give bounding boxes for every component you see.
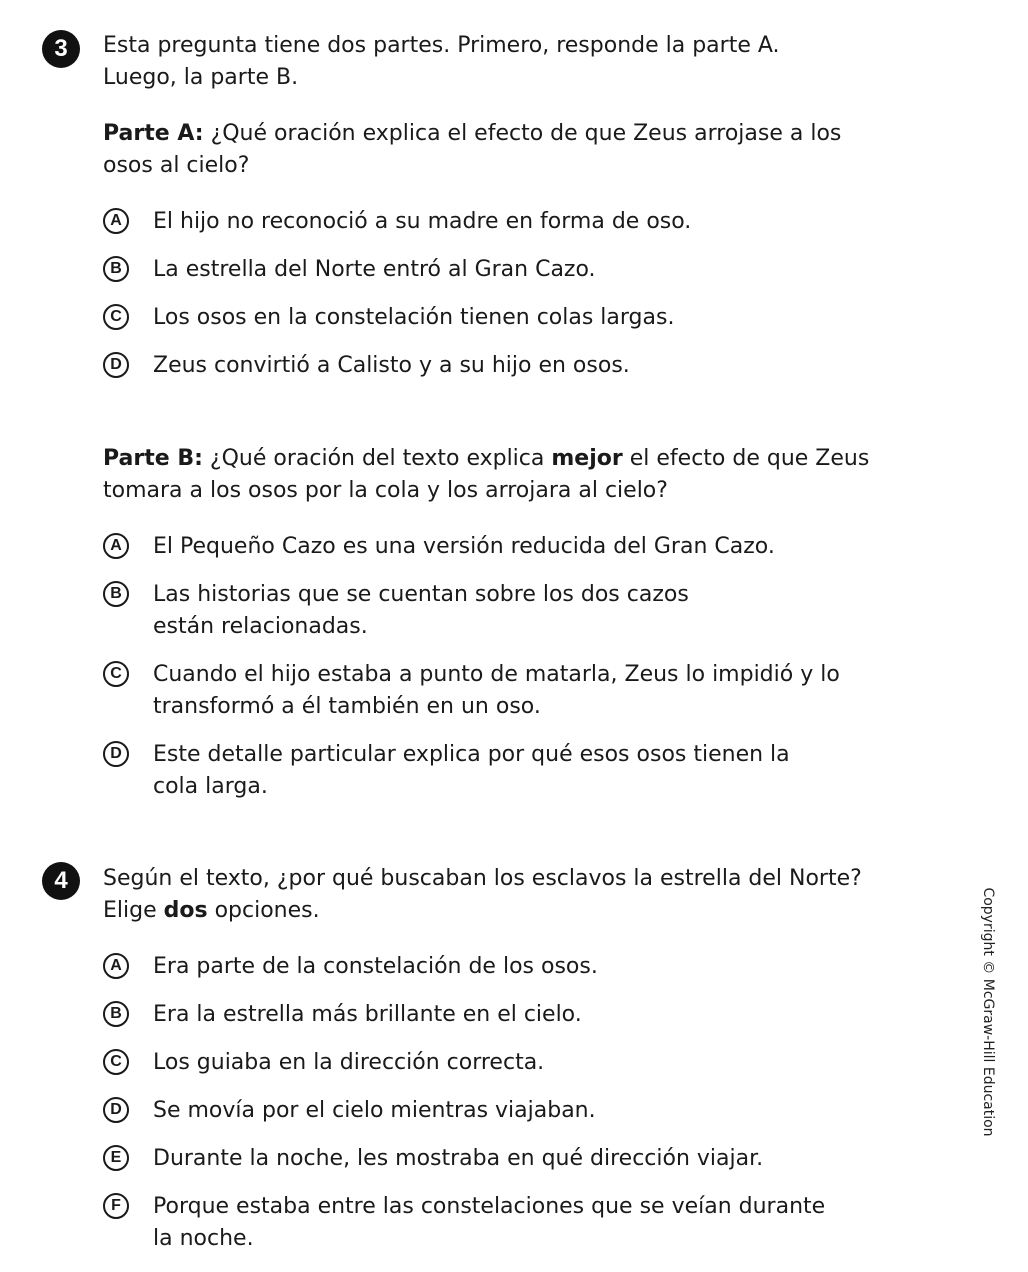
- part-a-prompt: [103, 118, 933, 182]
- option-bubble[interactable]: F: [103, 1193, 129, 1219]
- question-4-line2-b: opciones.: [214, 898, 320, 923]
- option-text: [153, 1047, 893, 1079]
- option-text-line1: Las historias que se cuentan sobre los dos cazos: [153, 582, 689, 607]
- option-bubble[interactable]: D: [103, 741, 129, 767]
- option-text: Los osos en la constelación tienen colas largas.: [153, 305, 675, 330]
- option-text-line2: cola larga.: [153, 774, 268, 799]
- option-bubble[interactable]: C: [103, 1049, 129, 1075]
- option-bubble[interactable]: D: [103, 352, 129, 378]
- part-b-label: Parte B:: [103, 446, 203, 471]
- option-bubble[interactable]: A: [103, 953, 129, 979]
- option-text-line2: están relacionadas.: [153, 614, 368, 639]
- option-bubble[interactable]: B: [103, 581, 129, 607]
- question-4-prompt: [103, 863, 933, 927]
- option-text: [153, 1191, 893, 1255]
- option-text: [153, 659, 893, 723]
- question-4-line1: Según el texto, ¿por qué buscaban los esclavos la estrella del Norte?: [103, 866, 862, 891]
- option-bubble[interactable]: A: [103, 208, 129, 234]
- option-text-line2: transformó a él también en un oso.: [153, 694, 541, 719]
- question-number-3: 3: [42, 30, 80, 68]
- option-text-line1: Era parte de la constelación de los osos.: [153, 954, 598, 979]
- option-text-line1: Porque estaba entre las constelaciones que se veían durante: [153, 1194, 826, 1219]
- question-3-intro-line2: Luego, la parte B.: [103, 65, 299, 90]
- question-4-line2-a: Elige: [103, 898, 157, 923]
- option-bubble[interactable]: B: [103, 256, 129, 282]
- option-text: [153, 999, 893, 1031]
- question-4-emphasis: dos: [163, 898, 208, 923]
- part-b-line1-b: el efecto de que Zeus: [629, 446, 870, 471]
- question-number-4: 4: [42, 862, 80, 900]
- part-b-line2: tomara a los osos por la cola y los arrojara al cielo?: [103, 478, 668, 503]
- question-3-intro: [103, 30, 933, 94]
- option-bubble[interactable]: C: [103, 304, 129, 330]
- option-text-line2: la noche.: [153, 1226, 254, 1251]
- option-bubble[interactable]: C: [103, 661, 129, 687]
- copyright-notice: Copyright © McGraw-Hill Education: [980, 887, 996, 1137]
- option-bubble[interactable]: B: [103, 1001, 129, 1027]
- option-text: [153, 739, 893, 803]
- option-text: [153, 1143, 893, 1175]
- option-text: El hijo no reconoció a su madre en forma de oso.: [153, 209, 692, 234]
- question-3-intro-line1: Esta pregunta tiene dos partes. Primero, responde la parte A.: [103, 33, 780, 58]
- option-text: La estrella del Norte entró al Gran Cazo.: [153, 257, 596, 282]
- option-text-line1: Los guiaba en la dirección correcta.: [153, 1050, 545, 1075]
- part-b-line1-a: ¿Qué oración del texto explica: [209, 446, 545, 471]
- option-text-line1: Se movía por el cielo mientras viajaban.: [153, 1098, 596, 1123]
- option-text: [153, 1095, 893, 1127]
- part-b-prompt: [103, 443, 933, 507]
- option-bubble[interactable]: E: [103, 1145, 129, 1171]
- option-text: Zeus convirtió a Calisto y a su hijo en osos.: [153, 353, 630, 378]
- option-bubble[interactable]: D: [103, 1097, 129, 1123]
- option-text-line1: Durante la noche, les mostraba en qué dirección viajar.: [153, 1146, 764, 1171]
- option-text-line1: Este detalle particular explica por qué esos osos tienen la: [153, 742, 790, 767]
- part-b-emphasis: mejor: [551, 446, 623, 471]
- option-text: [153, 579, 893, 643]
- option-text: [153, 951, 893, 983]
- option-text-line1: El Pequeño Cazo es una versión reducida del Gran Cazo.: [153, 534, 775, 559]
- option-text: [153, 531, 893, 563]
- option-bubble[interactable]: A: [103, 533, 129, 559]
- part-a-line1: ¿Qué oración explica el efecto de que Zeus arrojase a los: [210, 121, 842, 146]
- part-a-label: Parte A:: [103, 121, 204, 146]
- part-a-line2: osos al cielo?: [103, 153, 250, 178]
- option-text-line1: Cuando el hijo estaba a punto de matarla, Zeus lo impidió y lo: [153, 662, 840, 687]
- option-text-line1: Era la estrella más brillante en el cielo.: [153, 1002, 582, 1027]
